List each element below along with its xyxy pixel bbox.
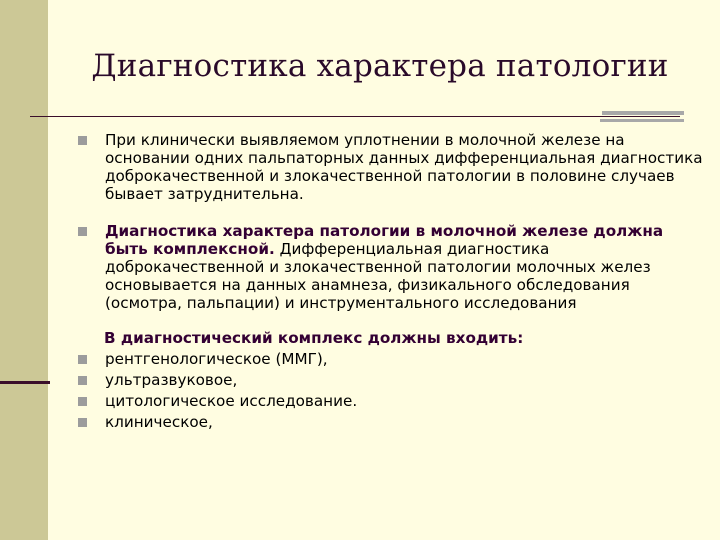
paragraph-2-bold-text: Диагностика характера патологии в молочной железе должна быть комплексной. [105,222,664,258]
square-bullet-icon [78,397,87,406]
square-bullet-icon [78,227,87,236]
bullet-paragraph-1 [78,131,708,203]
side-decoration-bar [0,0,48,540]
title-divider [30,116,680,117]
list-item [78,413,708,431]
side-accent-line [0,381,50,384]
slide-title: Диагностика характера патологии [91,48,669,84]
square-bullet-icon [78,418,87,427]
bullet-paragraph-2 [78,222,708,312]
title-decor-gray-top [602,111,684,115]
square-bullet-icon [78,376,87,385]
square-bullet-icon [78,136,87,145]
slide-body [78,128,708,431]
list-item-text: ультразвуковое, [105,371,238,389]
list-item-text: клиническое, [105,413,213,431]
list-item-text: рентгенологическое (ММГ), [105,350,328,368]
paragraph-2-text: Дифференциальная диагностика доброкачественной и злокачественной патологии молочных желез основывается на данных анамнеза, физикального обследования (осмотра, пальпации) и инструментального исследования [105,240,651,312]
list-item [78,371,708,389]
title-decor-gray-bottom [600,119,684,122]
list-item [78,350,708,368]
list-heading: В диагностический комплекс должны входить: [104,329,524,347]
paragraph-1-text: При клинически выявляемом уплотнении в молочной железе на основании одних пальпаторных данных дифференциальная диагностика доброкачественной и злокачественной патологии в половине случаев бывает затруднительна. [105,131,703,203]
list-item [78,392,708,410]
square-bullet-icon [78,355,87,364]
list-item-text: цитологическое исследование. [105,392,358,410]
